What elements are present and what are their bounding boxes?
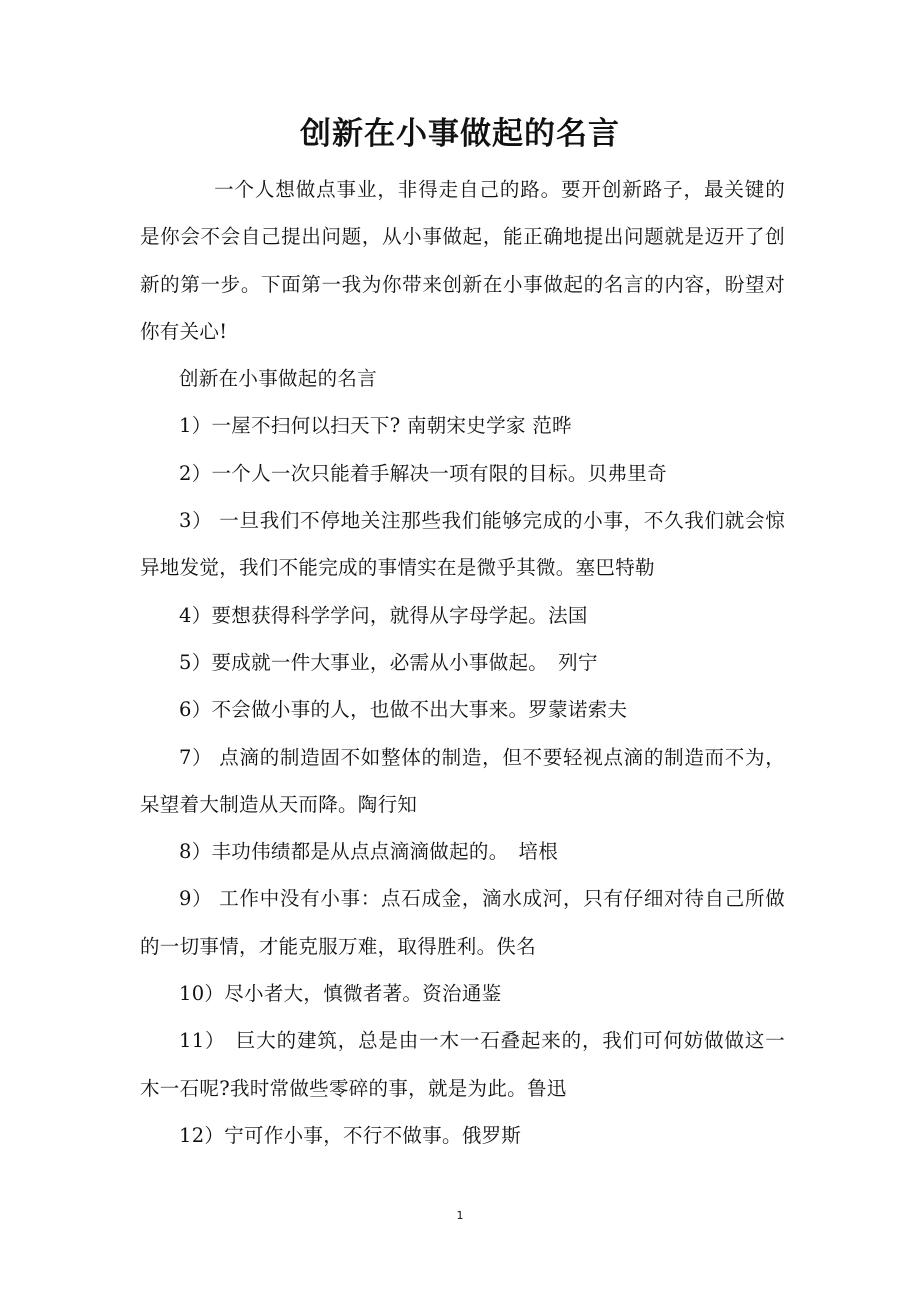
quote-item: 3） 一旦我们不停地关注那些我们能够完成的小事，不久我们就会惊异地发觉，我们不能完成的事情实在是微乎其微。塞巴特勒 [140, 509, 785, 580]
section-heading: 创新在小事做起的名言 [179, 367, 378, 391]
quote-item: 10）尽小者大，慎微者著。资治通鉴 [179, 982, 502, 1006]
quote-item: 1）一屋不扫何以扫天下? 南朝宋史学家 范晔 [179, 414, 572, 438]
document-body [140, 166, 785, 1159]
document-title: 创新在小事做起的名言 [300, 116, 620, 152]
quote-item: 7） 点滴的制造固不如整体的制造，但不要轻视点滴的制造而不为，呆望着大制造从天而降。陶行知 [140, 745, 785, 816]
page-number: 1 [456, 1209, 464, 1222]
quote-item: 12）宁可作小事，不行不做事。俄罗斯 [179, 1123, 522, 1147]
intro-paragraph: 一个人想做点事业，非得走自己的路。要开创新路子，最关键的是你会不会自己提出问题，从小事做起，能正确地提出问题就是迈开了创新的第一步。下面第一我为你带来创新在小事做起的名言的内容，盼望对你有关心! [140, 178, 785, 343]
quote-item: 11） 巨大的建筑，总是由一木一石叠起来的，我们可何妨做做这一木一石呢?我时常做些零碎的事，就是为此。鲁迅 [140, 1029, 785, 1100]
quote-item: 2）一个人一次只能着手解决一项有限的目标。贝弗里奇 [179, 461, 667, 485]
quote-item: 8）丰功伟绩都是从点点滴滴做起的。 培根 [179, 840, 559, 864]
quote-item: 9） 工作中没有小事：点石成金，滴水成河，只有仔细对待自己所做的一切事情，才能克服万难，取得胜利。佚名 [140, 887, 785, 958]
quote-item: 5）要成就一件大事业，必需从小事做起。 列宁 [179, 650, 598, 674]
quote-item: 4）要想获得科学学问，就得从字母学起。法国 [179, 603, 588, 627]
quote-item: 6）不会做小事的人，也做不出大事来。罗蒙诺索夫 [179, 698, 628, 722]
